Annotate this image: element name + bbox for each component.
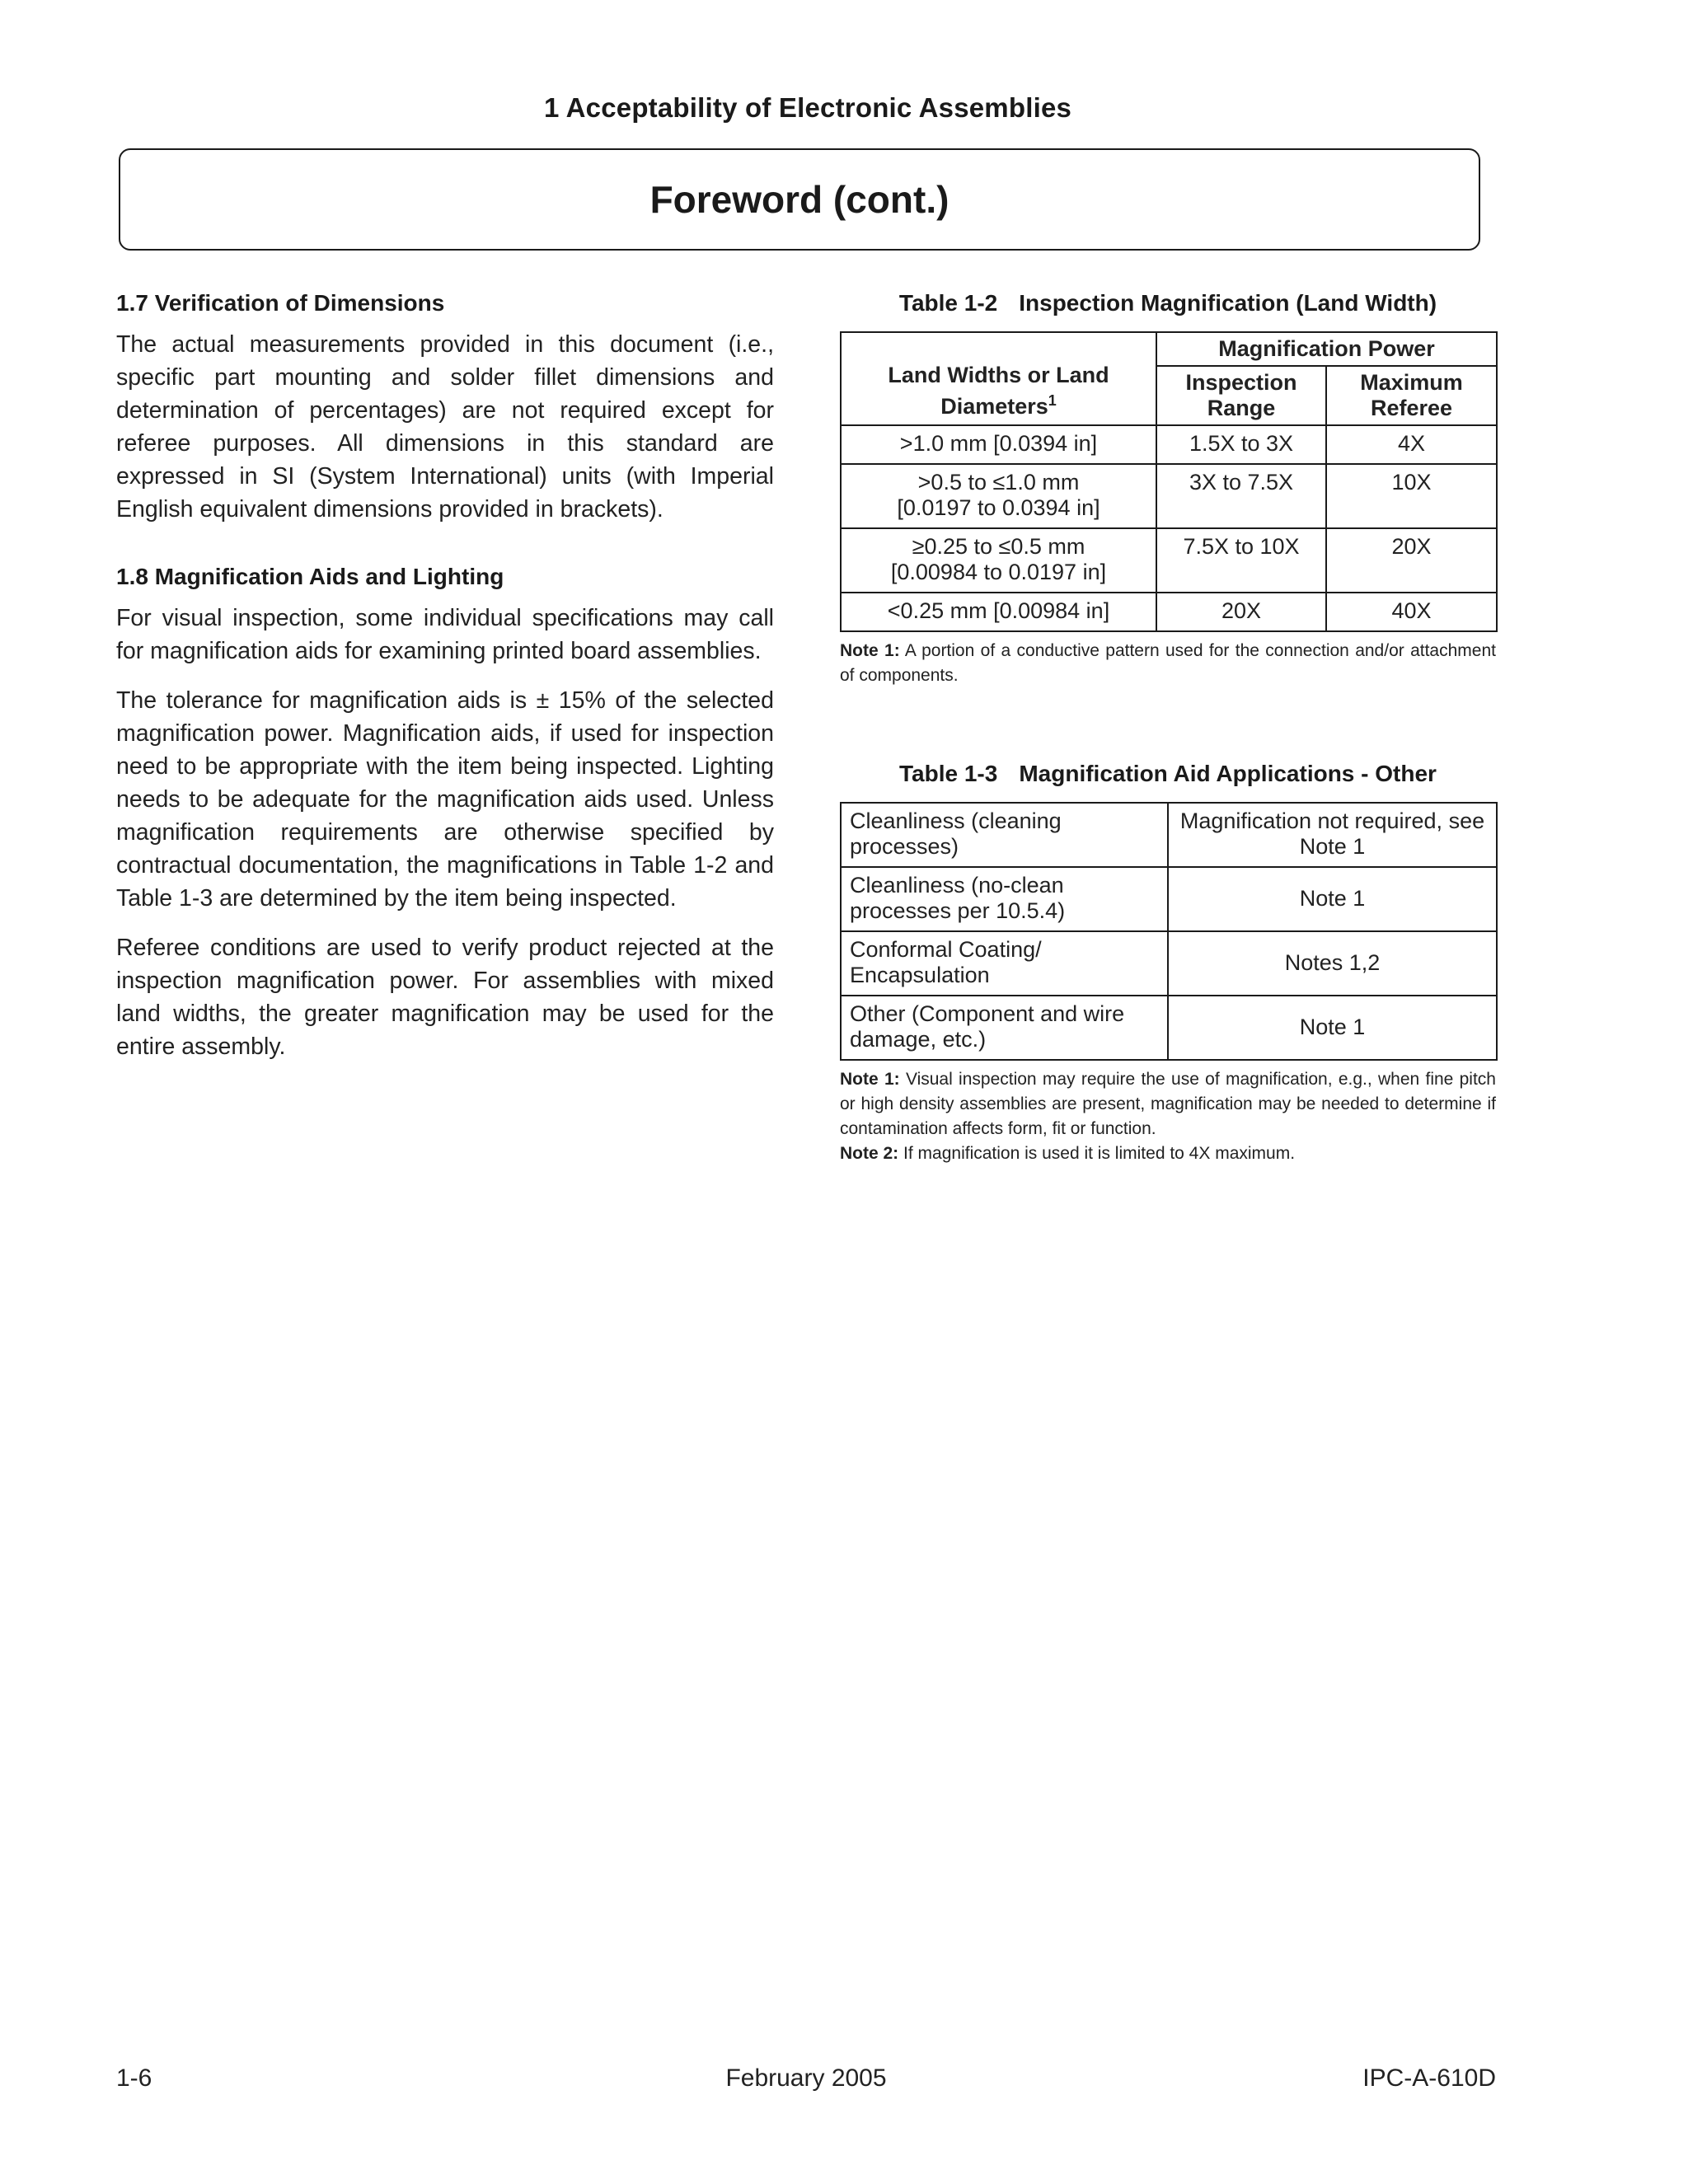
inspection-range-cell: 3X to 7.5X bbox=[1156, 464, 1326, 528]
column-header-inspection-range: Inspection Range bbox=[1156, 366, 1326, 425]
table-1-2-note bbox=[840, 639, 1496, 688]
table-1-2-title: Inspection Magnification (Land Width) bbox=[1019, 290, 1437, 316]
table-row bbox=[841, 996, 1497, 1060]
section-1-8-heading: 1.8 Magnification Aids and Lighting bbox=[116, 564, 504, 589]
land-width-line: <0.25 mm [0.00984 in] bbox=[887, 598, 1110, 623]
column-header-land-widths bbox=[841, 332, 1156, 425]
section-1-7-paragraph: The actual measurements provided in this document (i.e., specific part mounting and solder fillet dimensions and determination of percentages) are not required except for referee purposes. All dimensions in this standard are expressed in SI (System International) units (with Imperial English equivalent dimensions provided in brackets). bbox=[116, 331, 774, 523]
footer-page-number: 1-6 bbox=[116, 2064, 152, 2092]
column-header-maximum-referee: Maximum Referee bbox=[1326, 366, 1497, 425]
maximum-referee-cell: 40X bbox=[1326, 593, 1497, 631]
application-cell: Cleanliness (no-clean processes per 10.5.4) bbox=[841, 867, 1168, 931]
table-1-3-caption bbox=[840, 761, 1496, 787]
table-row bbox=[841, 803, 1497, 867]
land-width-cell bbox=[841, 593, 1156, 631]
inspection-range-cell: 1.5X to 3X bbox=[1156, 425, 1326, 464]
table-row bbox=[841, 867, 1497, 931]
application-cell: Other (Component and wire damage, etc.) bbox=[841, 996, 1168, 1060]
table-header-row bbox=[841, 332, 1497, 366]
maximum-referee-cell: 20X bbox=[1326, 528, 1497, 593]
table-1-3-note-1 bbox=[840, 1067, 1496, 1141]
section-1-8-paragraph-1: For visual inspection, some individual specifications may call for magnification aids for examining printed board assemblies. bbox=[116, 605, 774, 664]
table-1-3-title: Magnification Aid Applications - Other bbox=[1019, 761, 1437, 786]
table-1-2-caption bbox=[840, 290, 1496, 316]
table-1-3-number: Table 1-3 bbox=[899, 761, 998, 786]
table-row bbox=[841, 593, 1497, 631]
land-width-cell bbox=[841, 528, 1156, 593]
section-1-8-paragraph-2: The tolerance for magnification aids is ± 15% of the selected magnification power. Magnification aids, if used for inspection need to be appropriate with the item being inspected. Lighting needs to be adequate for the magnification aids used. Unless magnification requirements are otherwise specified by contractual documentation, the magnifications in Table 1-2 and Table 1-3 are determined by the item being inspected. bbox=[116, 687, 774, 912]
page-footer bbox=[116, 2064, 1496, 2097]
table-row bbox=[841, 425, 1497, 464]
table-1-3-notes bbox=[840, 1067, 1496, 1166]
table-1-3-note-2 bbox=[840, 1141, 1496, 1166]
table-row bbox=[841, 528, 1497, 593]
table-1-2-number: Table 1-2 bbox=[898, 290, 998, 316]
land-width-line: >0.5 to ≤1.0 mm bbox=[917, 470, 1080, 494]
requirement-cell: Magnification not required, see Note 1 bbox=[1168, 803, 1497, 867]
note-text: Visual inspection may require the use of magnification, e.g., when fine pitch or high density assemblies are present, magnification may be needed to determine if contamination affects form, fit or function. bbox=[840, 1070, 1496, 1138]
inspection-range-cell: 20X bbox=[1156, 593, 1326, 631]
left-column bbox=[116, 290, 774, 1080]
table-row bbox=[841, 464, 1497, 528]
note-text: A portion of a conductive pattern used for the connection and/or attachment of components. bbox=[840, 641, 1496, 685]
page-title-box bbox=[119, 148, 1480, 251]
requirement-cell: Note 1 bbox=[1168, 867, 1497, 931]
application-cell: Cleanliness (cleaning processes) bbox=[841, 803, 1168, 867]
right-column bbox=[840, 290, 1496, 1166]
chapter-title: 1 Acceptability of Electronic Assemblies bbox=[543, 92, 1072, 123]
section-1-8-paragraph-3: Referee conditions are used to verify product rejected at the inspection magnification power. For assemblies with mixed land widths, the greater magnification may be used for the entire assembly. bbox=[116, 935, 774, 1060]
land-width-line-imperial: [0.00984 to 0.0197 in] bbox=[890, 560, 1107, 584]
maximum-referee-cell: 10X bbox=[1326, 464, 1497, 528]
requirement-cell: Note 1 bbox=[1168, 996, 1497, 1060]
footer-date: February 2005 bbox=[725, 2064, 887, 2092]
land-width-line: >1.0 mm [0.0394 in] bbox=[899, 431, 1098, 456]
application-cell: Conformal Coating/ Encapsulation bbox=[841, 931, 1168, 996]
group-header-magnification-power: Magnification Power bbox=[1156, 332, 1497, 366]
land-width-cell bbox=[841, 425, 1156, 464]
footer-doc-id: IPC-A-610D bbox=[1362, 2064, 1496, 2092]
column-header-land-label: Land Widths or Land Diameters bbox=[888, 363, 1109, 419]
table-1-3 bbox=[840, 802, 1498, 1061]
inspection-range-cell: 7.5X to 10X bbox=[1156, 528, 1326, 593]
page-title: Foreword (cont.) bbox=[649, 178, 950, 221]
land-width-line-imperial: [0.0197 to 0.0394 in] bbox=[897, 495, 1100, 520]
land-width-cell bbox=[841, 464, 1156, 528]
footnote-marker: 1 bbox=[1048, 392, 1057, 409]
land-width-line: ≥0.25 to ≤0.5 mm bbox=[912, 534, 1085, 559]
table-row bbox=[841, 931, 1497, 996]
table-1-2 bbox=[840, 331, 1498, 632]
note-label: Note 1: bbox=[840, 641, 900, 660]
note-label: Note 1: bbox=[840, 1070, 900, 1089]
maximum-referee-cell: 4X bbox=[1326, 425, 1497, 464]
note-label: Note 2: bbox=[840, 1144, 899, 1163]
requirement-cell: Notes 1,2 bbox=[1168, 931, 1497, 996]
note-text: If magnification is used it is limited to 4X maximum. bbox=[903, 1144, 1296, 1163]
section-1-7-heading: 1.7 Verification of Dimensions bbox=[116, 290, 445, 316]
